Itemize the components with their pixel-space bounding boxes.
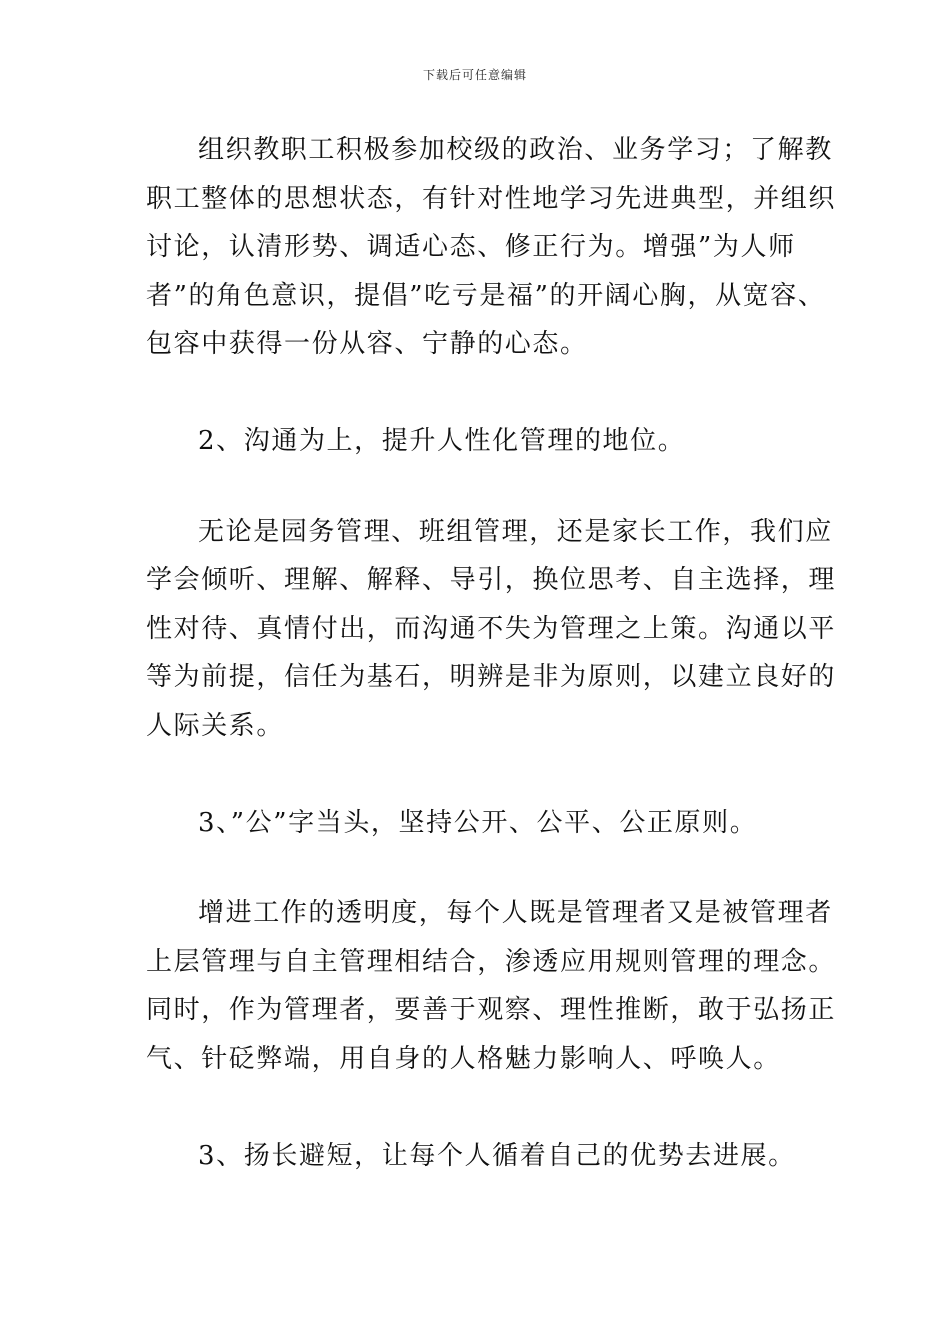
section-heading-3: 3、”公”字当头，坚持公开、公平、公正原则。 [198,807,758,838]
header-note: 下载后可任意编辑 [422,68,527,82]
paragraph-3: 增进工作的透明度，每个人既是管理者又是被管理者上层管理与自主管理相结合，渗透应用规则管理的理念。同时，作为管理者，要善于观察、理性推断，敢于弘扬正气、针砭弊端，用自身的人格魅力影响人、呼唤人。 [146,898,837,1074]
document-body [146,126,836,1180]
spacer [146,847,836,889]
spacer [146,1084,836,1132]
spacer [146,466,836,508]
paragraph-2: 无论是园务管理、班组管理，还是家长工作，我们应学会倾听、理解、解释、导引，换位思考、自主选择，理性对待、真情付出，而沟通不失为管理之上策。沟通以平等为前提，信任为基石，明辨是非为原则，以建立良好的人际关系。 [146,516,837,741]
spacer [146,751,836,799]
spacer [146,369,836,417]
section-heading-2: 2、沟通为上，提升人性化管理的地位。 [198,425,686,456]
section-heading-4: 3、扬长避短，让每个人循着自己的优势去进展。 [198,1140,796,1171]
paragraph-1: 组织教职工积极参加校级的政治、业务学习；了解教职工整体的思想状态，有针对性地学习先进典型，并组织讨论，认清形势、调适心态、修正行为。增强”为人师者”的角色意识，提倡”吃亏是福”的开阔心胸，从宽容、包容中获得一份从容、宁静的心态。 [146,135,837,360]
